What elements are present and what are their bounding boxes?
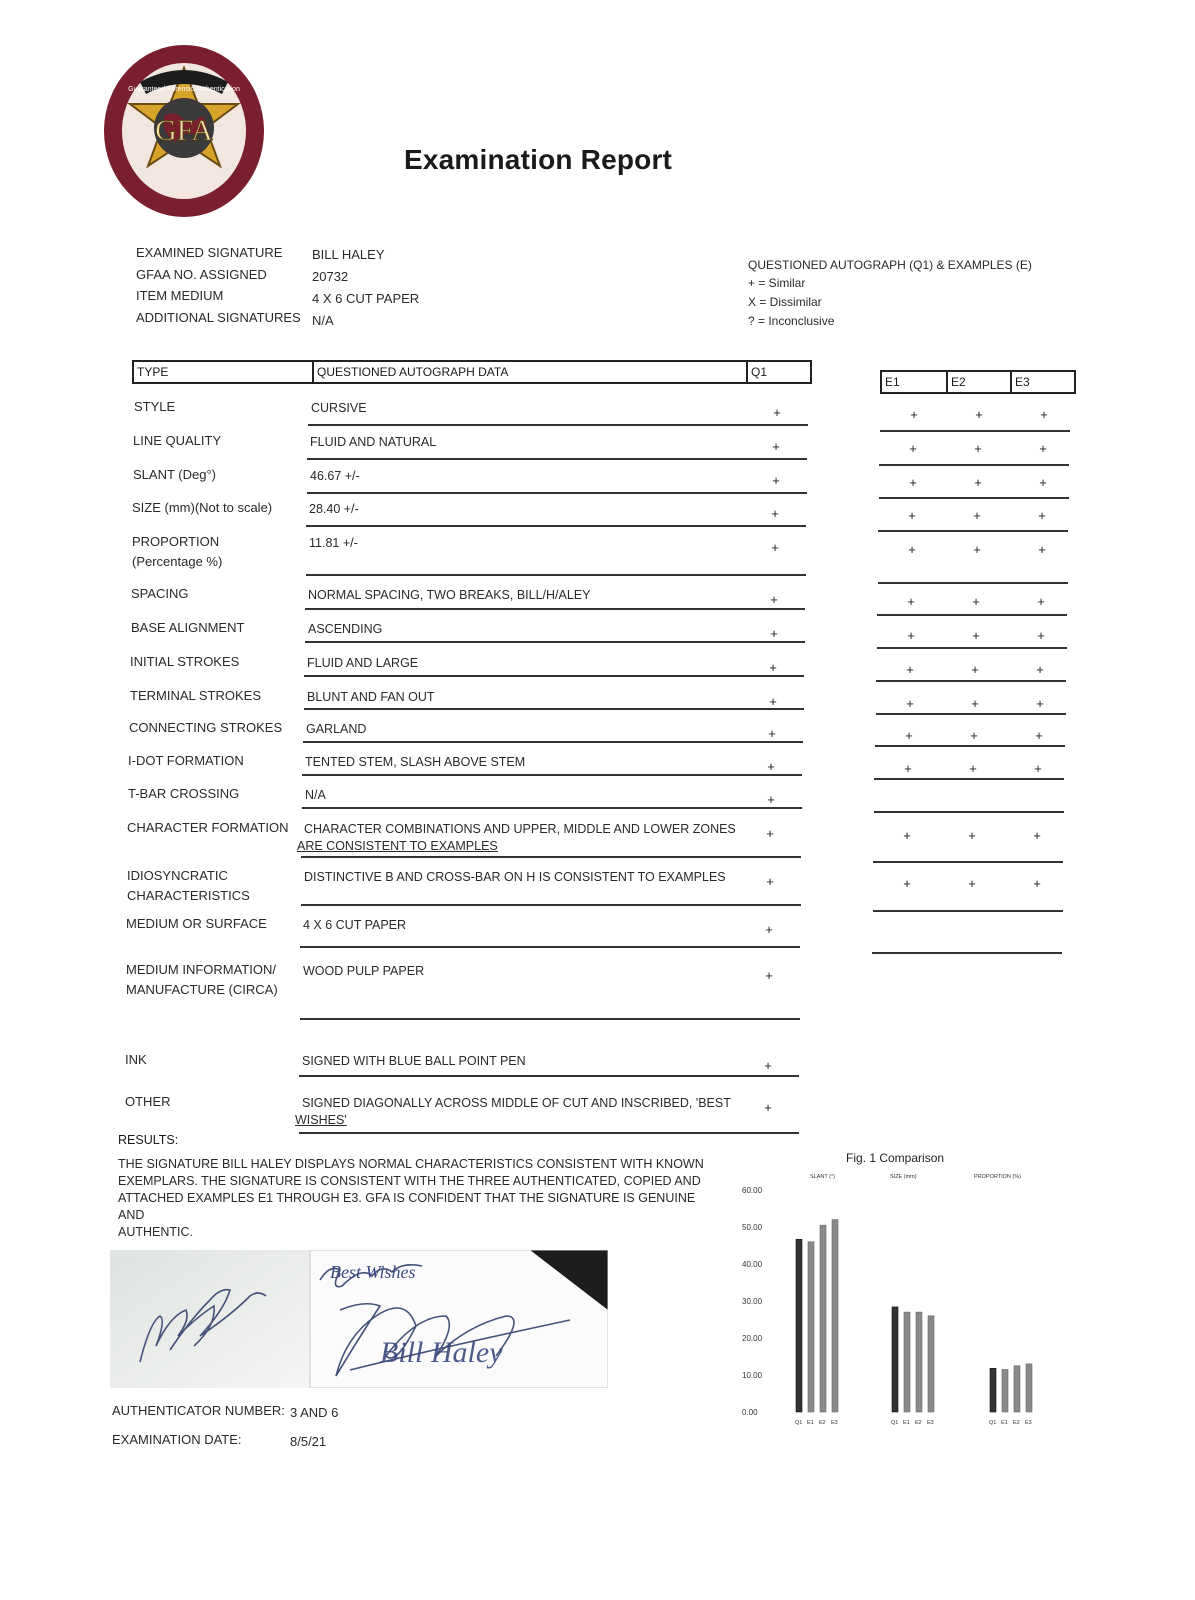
bar (928, 1316, 934, 1412)
q1-mark: + (773, 405, 781, 420)
row-label: MEDIUM INFORMATION/ (126, 962, 276, 977)
x-tick-label: E3 (831, 1420, 838, 1426)
legend-dissimilar: X = Dissimilar (748, 295, 822, 309)
results-text (118, 1156, 718, 1241)
row-underline (304, 675, 804, 677)
row-value: DISTINCTIVE B AND CROSS-BAR ON H IS CONSISTENT TO EXAMPLES (304, 870, 726, 884)
results-line: AUTHENTIC. (118, 1225, 193, 1239)
row-underline (305, 641, 805, 643)
row-value: FLUID AND LARGE (307, 656, 419, 670)
examined-signature-value: BILL HALEY (312, 247, 385, 262)
y-tick-label: 10.00 (742, 1371, 763, 1380)
example-underline (875, 745, 1065, 747)
row-value: 28.40 +/- (309, 502, 359, 516)
row-value: WOOD PULP PAPER (303, 964, 425, 978)
row-label-2: MANUFACTURE (CIRCA) (126, 982, 278, 997)
example-mark: + (1038, 508, 1046, 523)
example-underline (879, 464, 1069, 466)
row-underline (306, 525, 806, 527)
example-mark: + (1033, 828, 1041, 843)
q1-mark: + (767, 759, 775, 774)
example-underline (880, 430, 1070, 432)
q1-mark: + (766, 874, 774, 889)
example-mark: + (974, 475, 982, 490)
row-underline (304, 708, 804, 710)
legend-similar: + = Similar (748, 276, 806, 290)
example-underline (874, 811, 1064, 813)
y-tick-label: 30.00 (742, 1297, 763, 1306)
example-underline (878, 530, 1068, 532)
example-mark: + (909, 441, 917, 456)
bar (820, 1225, 826, 1412)
logo-ring-text: Guaranteed Forensic Authentication (128, 86, 240, 93)
group-label: PROPORTION (%) (974, 1174, 1021, 1180)
example-underline (873, 910, 1063, 912)
example-mark: + (968, 876, 976, 891)
example-mark: + (906, 662, 914, 677)
q1-mark: + (768, 726, 776, 741)
results-line: THE SIGNATURE BILL HALEY DISPLAYS NORMAL CHARACTERISTICS CONSISTENT WITH KNOWN (118, 1157, 704, 1171)
row-label: LINE QUALITY (133, 433, 222, 448)
x-tick-label: E2 (819, 1420, 826, 1426)
q1-mark: + (764, 1100, 772, 1115)
example-underline (874, 778, 1064, 780)
exam-date-value: 8/5/21 (290, 1434, 327, 1449)
x-tick-label: E2 (1013, 1420, 1020, 1426)
example-mark: + (907, 594, 915, 609)
bar (808, 1242, 814, 1412)
example-mark: + (970, 728, 978, 743)
additional-signatures-label: ADDITIONAL SIGNATURES (136, 310, 301, 325)
row-value-2: WISHES' (295, 1113, 347, 1127)
exam-date-label: EXAMINATION DATE: (112, 1432, 242, 1447)
row-underline (306, 574, 806, 576)
example-mark: + (906, 696, 914, 711)
example-underline (873, 861, 1063, 863)
y-tick-label: 50.00 (742, 1223, 763, 1232)
row-value: N/A (305, 788, 326, 802)
row-underline (301, 904, 801, 906)
y-tick-label: 0.00 (742, 1408, 758, 1417)
examples-header (880, 370, 1076, 394)
examined-signature-label: EXAMINED SIGNATURE (136, 245, 283, 260)
q1-mark: + (766, 826, 774, 841)
comparison-chart (734, 1150, 1044, 1440)
row-label: CHARACTER FORMATION (127, 820, 289, 835)
row-underline (300, 1018, 800, 1020)
example-underline (877, 614, 1067, 616)
q1-header: Q1 (746, 362, 810, 382)
example-underline (876, 680, 1066, 682)
row-label: PROPORTION (132, 534, 220, 549)
row-label: OTHER (125, 1094, 171, 1109)
row-label: TERMINAL STROKES (130, 688, 261, 703)
authenticator-label: AUTHENTICATOR NUMBER: (112, 1403, 285, 1418)
row-underline (307, 492, 807, 494)
x-tick-label: E1 (1001, 1420, 1008, 1426)
bar (1026, 1364, 1032, 1412)
page-title: Examination Report (404, 144, 673, 175)
results-line: ATTACHED EXAMPLES E1 THROUGH E3. GFA IS CONFIDENT THAT THE SIGNATURE IS GENUINE AND (118, 1191, 696, 1222)
row-label: STYLE (134, 399, 176, 414)
example-underline (879, 497, 1069, 499)
y-tick-label: 20.00 (742, 1334, 763, 1343)
row-value: 4 X 6 CUT PAPER (303, 918, 407, 932)
row-value: FLUID AND NATURAL (310, 435, 437, 449)
row-value: 46.67 +/- (310, 469, 360, 483)
row-label: IDIOSYNCRATIC (127, 868, 228, 883)
row-label: CONNECTING STROKES (129, 720, 283, 735)
signature-photo (110, 1250, 608, 1388)
type-header: TYPE (137, 365, 169, 379)
bar (990, 1368, 996, 1412)
x-tick-label: Q1 (989, 1420, 997, 1426)
row-value: CURSIVE (311, 401, 367, 415)
authenticator-value: 3 AND 6 (290, 1405, 339, 1420)
row-value: BLUNT AND FAN OUT (307, 690, 435, 704)
example-mark: + (974, 441, 982, 456)
row-label: MEDIUM OR SURFACE (126, 916, 267, 931)
item-medium-value: 4 X 6 CUT PAPER (312, 291, 420, 306)
example-mark: + (1036, 662, 1044, 677)
q1-mark: + (772, 439, 780, 454)
example-underline (878, 582, 1068, 584)
example-mark: + (1036, 696, 1044, 711)
q1-mark: + (772, 473, 780, 488)
row-underline (307, 458, 807, 460)
bar (892, 1307, 898, 1412)
row-underline (301, 856, 801, 858)
example-mark: + (1039, 441, 1047, 456)
logo-text: GFA (155, 114, 213, 147)
example-mark: + (1038, 542, 1046, 557)
x-tick-label: E3 (927, 1420, 934, 1426)
row-value: TENTED STEM, SLASH ABOVE STEM (305, 755, 526, 769)
row-underline (305, 608, 805, 610)
q1-mark: + (767, 792, 775, 807)
table-header (132, 360, 812, 384)
inscription-text: Best Wishes (330, 1262, 416, 1282)
e1-header: E1 (885, 375, 900, 389)
q1-mark: + (765, 968, 773, 983)
row-label: BASE ALIGNMENT (131, 620, 245, 635)
example-mark: + (1040, 407, 1048, 422)
row-label: SIZE (mm)(Not to scale) (132, 500, 273, 515)
group-label: SLANT (°) (810, 1174, 836, 1180)
example-mark: + (904, 761, 912, 776)
example-mark: + (1033, 876, 1041, 891)
example-underline (877, 647, 1067, 649)
x-tick-label: Q1 (891, 1420, 899, 1426)
example-mark: + (972, 594, 980, 609)
e2-header: E2 (946, 372, 1010, 392)
example-mark: + (973, 542, 981, 557)
row-label-2: (Percentage %) (132, 554, 223, 569)
example-mark: + (1037, 594, 1045, 609)
example-mark: + (969, 761, 977, 776)
q1-mark: + (769, 660, 777, 675)
row-underline (302, 774, 802, 776)
bar (1002, 1369, 1008, 1412)
x-tick-label: E2 (915, 1420, 922, 1426)
row-underline (299, 1132, 799, 1134)
example-mark: + (968, 828, 976, 843)
gfa-logo (100, 42, 268, 220)
row-value-2: ARE CONSISTENT TO EXAMPLES (297, 839, 498, 853)
bar (916, 1312, 922, 1412)
bar (1014, 1366, 1020, 1412)
row-value: SIGNED DIAGONALLY ACROSS MIDDLE OF CUT AND INSCRIBED, 'BEST (302, 1096, 731, 1110)
row-label: SLANT (Deg°) (133, 467, 216, 482)
item-medium-label: ITEM MEDIUM (136, 288, 224, 303)
example-mark: + (1034, 761, 1042, 776)
gfaa-no-label: GFAA NO. ASSIGNED (136, 267, 267, 282)
example-mark: + (903, 876, 911, 891)
row-value: 11.81 +/- (309, 536, 358, 550)
row-underline (299, 1075, 799, 1077)
q1-mark: + (765, 922, 773, 937)
data-header: QUESTIONED AUTOGRAPH DATA (312, 362, 748, 382)
example-mark: + (1039, 475, 1047, 490)
q1-mark: + (769, 694, 777, 709)
example-mark: + (905, 728, 913, 743)
row-label: I-DOT FORMATION (128, 753, 244, 768)
bar (832, 1220, 838, 1412)
x-tick-label: E1 (903, 1420, 910, 1426)
chart-title: Fig. 1 Comparison (846, 1151, 945, 1165)
row-underline (302, 807, 802, 809)
example-mark: + (972, 628, 980, 643)
q1-mark: + (771, 540, 779, 555)
row-label: INITIAL STROKES (130, 654, 240, 669)
example-mark: + (973, 508, 981, 523)
example-mark: + (909, 475, 917, 490)
bar (796, 1239, 802, 1412)
q1-mark: + (771, 506, 779, 521)
row-label-2: CHARACTERISTICS (127, 888, 250, 903)
e3-header: E3 (1010, 372, 1074, 392)
example-mark: + (1037, 628, 1045, 643)
row-value: CHARACTER COMBINATIONS AND UPPER, MIDDLE AND LOWER ZONES (304, 822, 736, 836)
example-underline (872, 952, 1062, 954)
example-mark: + (907, 628, 915, 643)
results-line: EXEMPLARS. THE SIGNATURE IS CONSISTENT WITH THE THREE AUTHENTICATED, COPIED AND (118, 1174, 701, 1188)
q1-mark: + (770, 592, 778, 607)
x-tick-label: E1 (807, 1420, 814, 1426)
legend-inconclusive: ? = Inconclusive (748, 314, 835, 328)
example-mark: + (910, 407, 918, 422)
results-heading: RESULTS: (118, 1133, 179, 1147)
x-tick-label: E3 (1025, 1420, 1032, 1426)
row-underline (300, 946, 800, 948)
example-underline (876, 713, 1066, 715)
gfaa-no-value: 20732 (312, 269, 349, 284)
row-value: SIGNED WITH BLUE BALL POINT PEN (302, 1054, 526, 1068)
signature-text: Bill Haley (380, 1336, 503, 1369)
row-label: SPACING (131, 586, 189, 601)
row-value: ASCENDING (308, 622, 383, 636)
row-value: GARLAND (306, 722, 367, 736)
example-mark: + (903, 828, 911, 843)
legend-heading: QUESTIONED AUTOGRAPH (Q1) & EXAMPLES (E) (748, 258, 1032, 272)
row-value: NORMAL SPACING, TWO BREAKS, BILL/H/ALEY (308, 588, 591, 602)
bar (904, 1312, 910, 1412)
example-mark: + (1035, 728, 1043, 743)
row-underline (303, 741, 803, 743)
x-tick-label: Q1 (795, 1420, 803, 1426)
q1-mark: + (770, 626, 778, 641)
q1-mark: + (764, 1058, 772, 1073)
example-mark: + (908, 542, 916, 557)
example-mark: + (971, 662, 979, 677)
row-label: T-BAR CROSSING (128, 786, 240, 801)
group-label: SIZE (mm) (890, 1174, 917, 1180)
example-mark: + (975, 407, 983, 422)
y-tick-label: 60.00 (742, 1186, 763, 1195)
row-underline (308, 424, 808, 426)
example-mark: + (971, 696, 979, 711)
example-mark: + (908, 508, 916, 523)
row-label: INK (125, 1052, 147, 1067)
additional-signatures-value: N/A (312, 313, 334, 328)
y-tick-label: 40.00 (742, 1260, 763, 1269)
